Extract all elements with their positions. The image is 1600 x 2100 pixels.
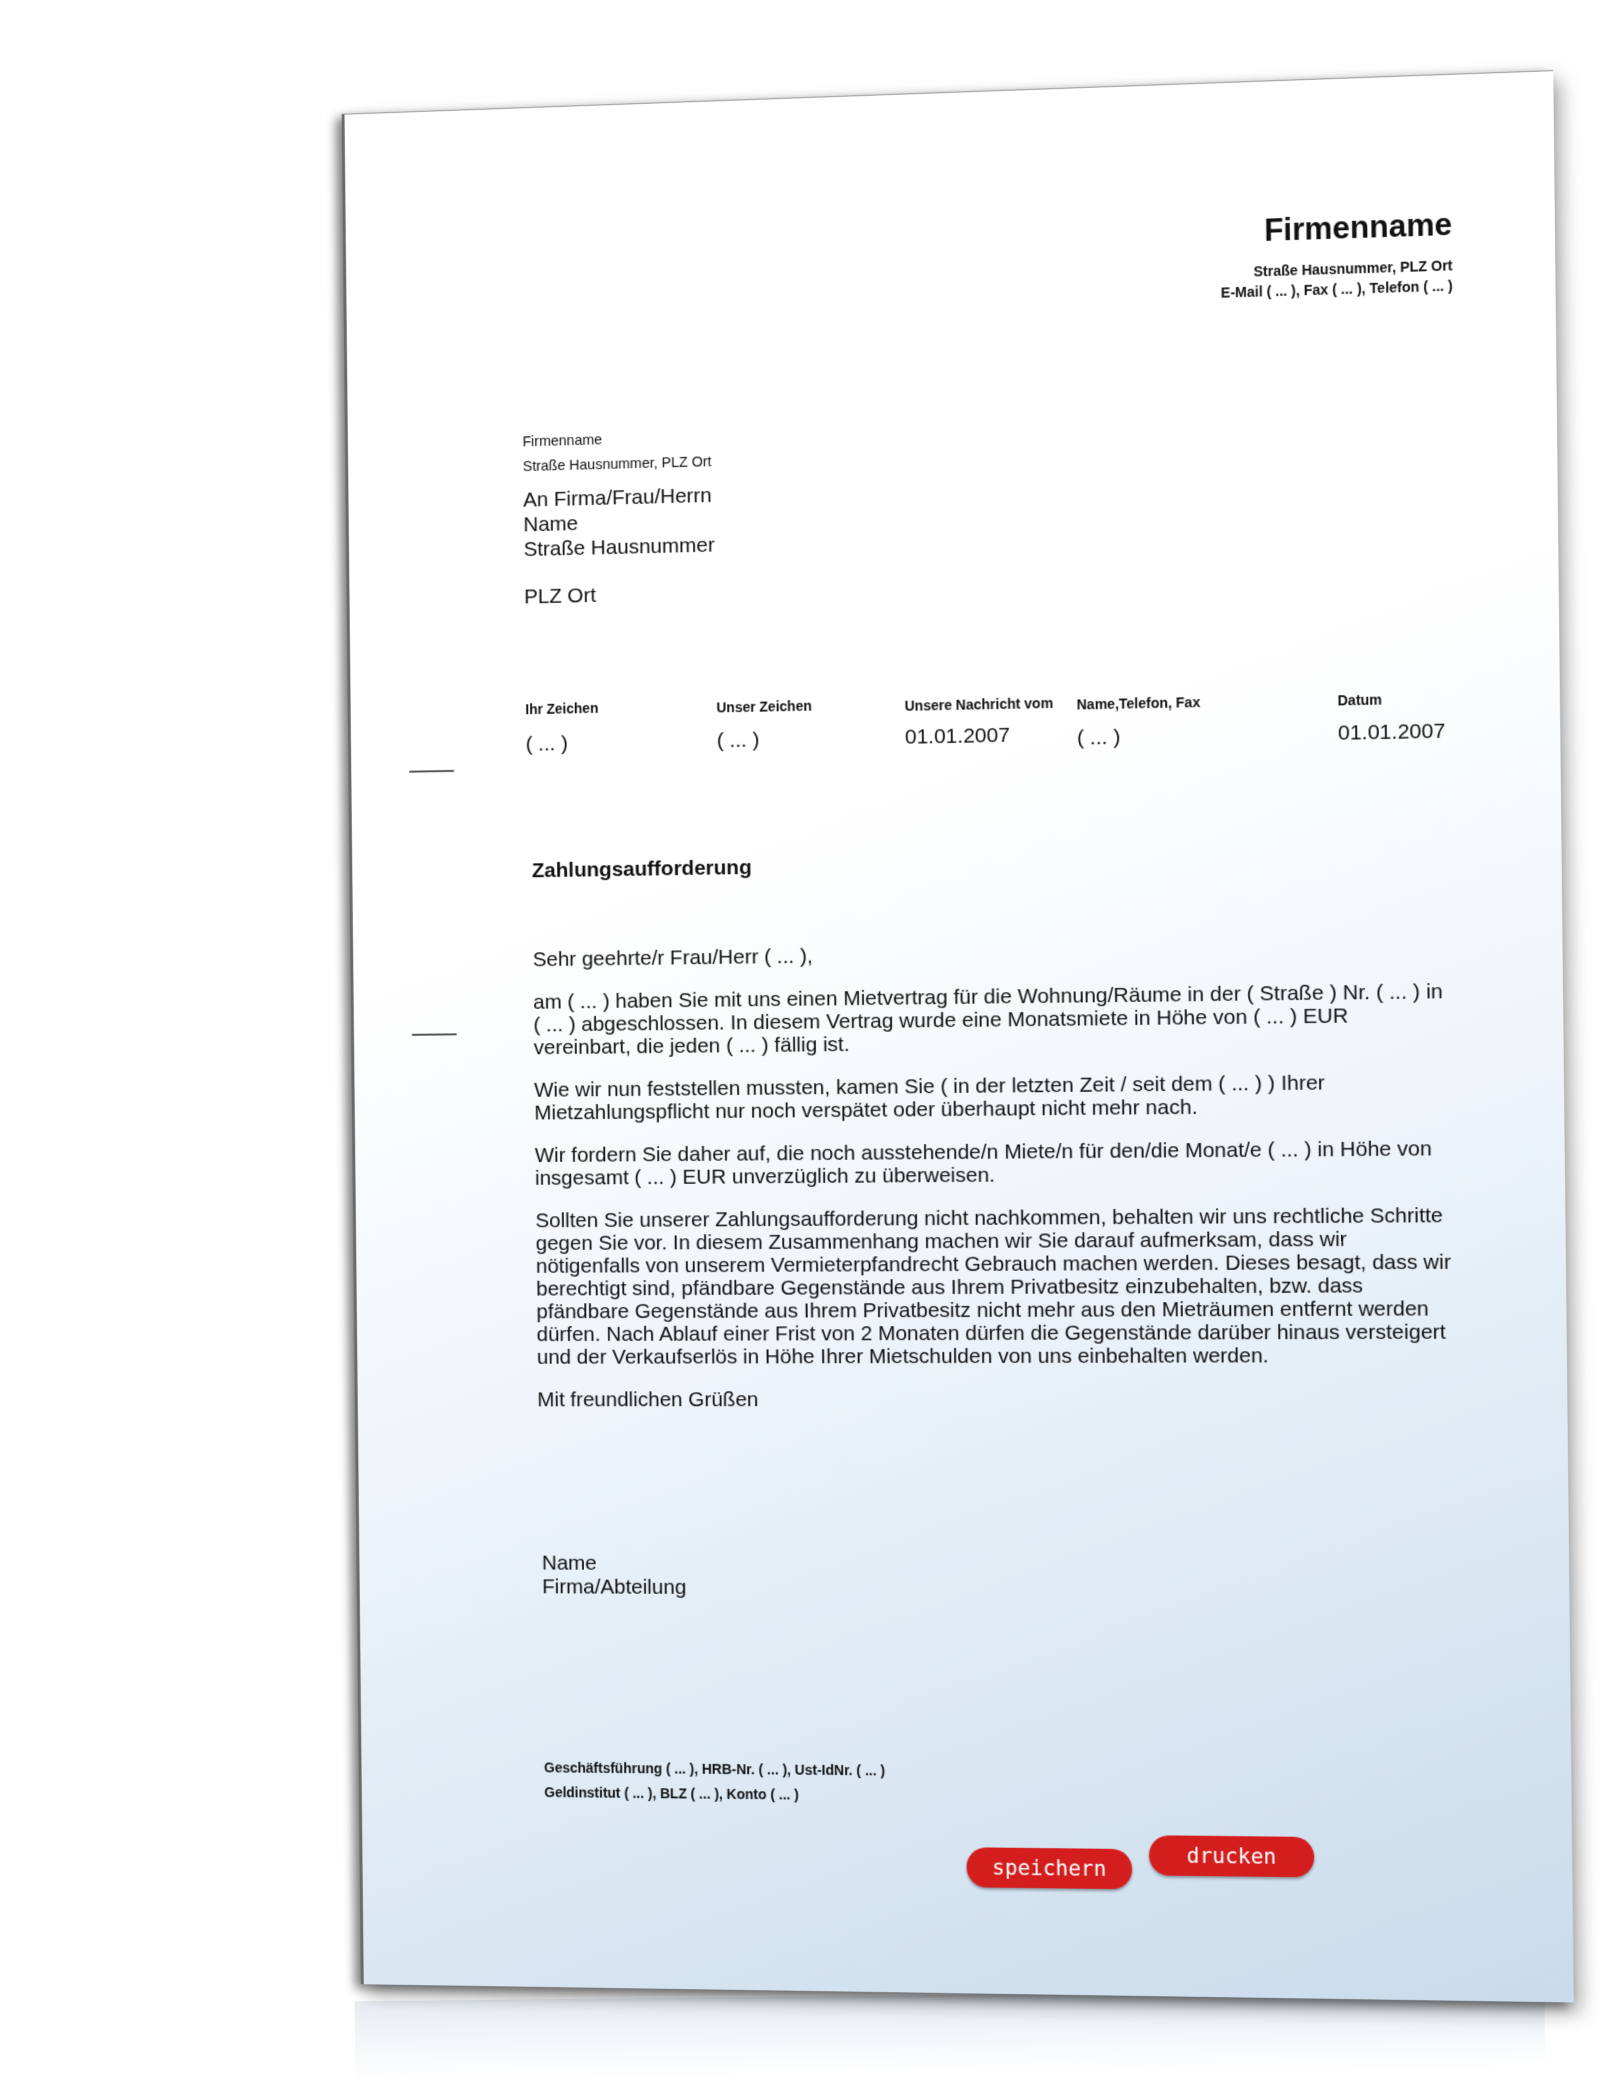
- salutation: Sehr geehrte/r Frau/Herr ( ... ),: [532, 944, 813, 972]
- ref-nachricht-value: 01.01.2007: [904, 723, 1010, 749]
- footer-line-2: Geldinstitut ( ... ), BLZ ( ... ), Konto ( ... ): [544, 1784, 799, 1803]
- paragraph-2: Wie wir nun feststellen mussten, kamen Sie ( in der letzten Zeit / seit dem ( ... ) ) Ihrer Mietzahlungspflicht nur noch verspätet oder überhaupt nicht mehr nach.: [534, 1071, 1326, 1125]
- paragraph-3: Wir fordern Sie daher auf, die noch ausstehende/n Miete/n für den/die Monat/e ( ... ) in Höhe von insgesamt ( ... ) EUR unverzüglich zu überweisen.: [534, 1137, 1432, 1190]
- fold-mark-top: [409, 770, 454, 773]
- ref-ihr-zeichen-value: ( ... ): [525, 732, 568, 756]
- ref-name-label: Name,Telefon, Fax: [1076, 693, 1201, 713]
- letterhead-company-name: Firmenname: [1263, 206, 1453, 248]
- closing: Mit freundlichen Grüßen: [537, 1388, 759, 1412]
- recipient-line-1: An Firma/Frau/Herrn: [523, 484, 712, 512]
- letterhead-address: Straße Hausnummer, PLZ Ort: [1253, 257, 1453, 280]
- document-page: [342, 70, 1574, 2002]
- save-button[interactable]: speichern: [966, 1847, 1132, 1889]
- recipient-street: Straße Hausnummer: [523, 533, 715, 562]
- ref-datum-label: Datum: [1337, 691, 1383, 709]
- letter-body: [533, 936, 1458, 1431]
- signature-name: Name: [541, 1551, 597, 1575]
- paragraph-1: am ( ... ) haben Sie mit uns einen Mietvertrag für die Wohnung/Räume in der ( Straße ) Nr. ( ... ) in ( ... ) abgeschlossen. In diesem Vertrag wurde eine Monatsmiete in Höhe von ( ... ) EUR vereinbart, die jeden ( ... ) fällig ist.: [533, 980, 1443, 1060]
- recipient-city: PLZ Ort: [524, 584, 597, 609]
- signature-department: Firma/Abteilung: [542, 1575, 687, 1599]
- fold-mark-middle: [412, 1033, 457, 1035]
- recipient-name: Name: [523, 512, 579, 537]
- ref-unser-zeichen-label: Unser Zeichen: [716, 697, 812, 716]
- ref-datum-value: 01.01.2007: [1337, 719, 1446, 745]
- footer-line-1: Geschäftsführung ( ... ), HRB-Nr. ( ... ), Ust-IdNr. ( ... ): [543, 1759, 886, 1779]
- letter-subject: Zahlungsaufforderung: [531, 856, 752, 883]
- letterhead-contact: E-Mail ( ... ), Fax ( ... ), Telefon ( ... ): [1220, 277, 1453, 301]
- paragraph-4: Sollten Sie unserer Zahlungsaufforderung nicht nachkommen, behalten wir uns rechtliche Schritte gegen Sie vor. In diesem Zusammenhang machen wir Sie darauf aufmerksam, dass wir nötigenfalls von unserem Vermieterpfandrecht Gebrauch machen werden. Dieses besagt, dass wir berechtigt sind, pfändbare Gegenstände aus Ihrem Privatbesitz einzubehalten, bzw. dass pfändbare Gegenstände aus Ihrem Privatbesitz nicht mehr aus den Mieträumen entfernt werden dürfen. Nach Ablauf einer Frist von 2 Monaten dürfen die Gegenstände darüber hinaus versteigert und der Verkaufserlös in Höhe Ihrer Mietschulden von uns einbehalten werden.: [535, 1204, 1452, 1369]
- print-button[interactable]: drucken: [1149, 1835, 1315, 1877]
- page-reflection: [355, 1989, 1546, 2081]
- ref-ihr-zeichen-label: Ihr Zeichen: [525, 699, 599, 718]
- sender-company: Firmenname: [522, 432, 603, 451]
- sender-address: Straße Hausnummer, PLZ Ort: [522, 454, 712, 476]
- ref-unser-zeichen-value: ( ... ): [716, 728, 760, 753]
- ref-name-value: ( ... ): [1076, 725, 1121, 750]
- ref-nachricht-label: Unsere Nachricht vom: [904, 694, 1054, 714]
